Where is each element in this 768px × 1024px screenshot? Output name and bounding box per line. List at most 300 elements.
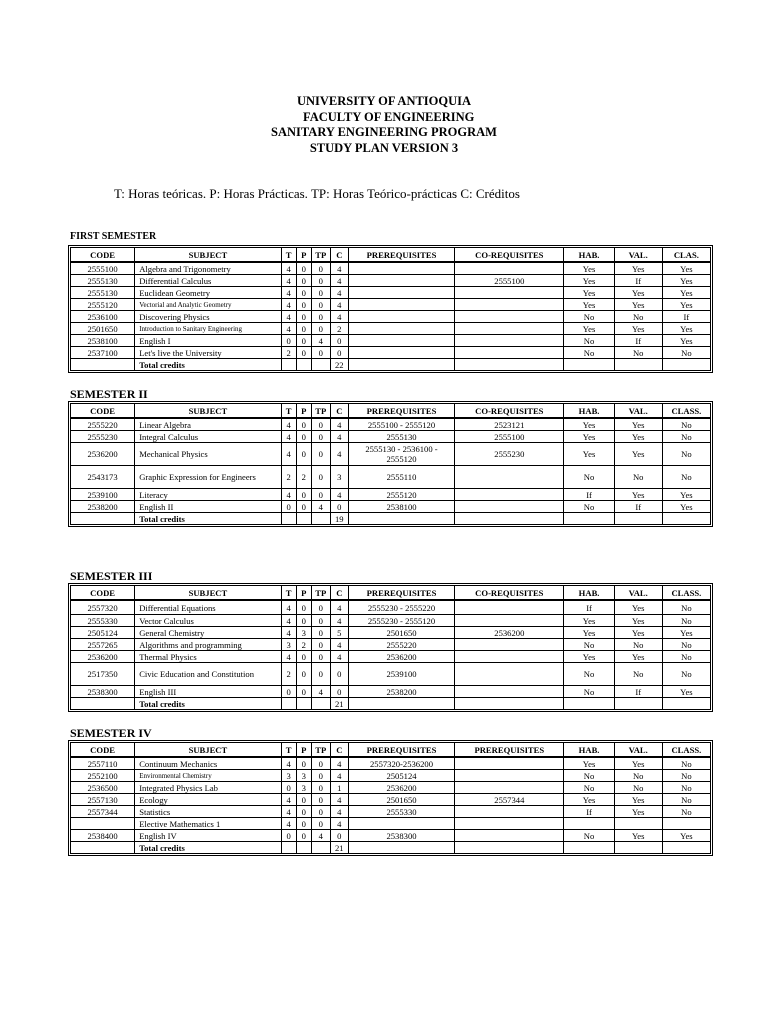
column-header-code: CODE — [71, 404, 135, 419]
table-row — [71, 335, 710, 347]
cell-subject: General Chemistry — [135, 627, 281, 639]
table-row — [71, 466, 710, 489]
cell-p: 0 — [297, 818, 312, 830]
cell-t: 4 — [282, 311, 297, 323]
cell-hab: Yes — [564, 323, 614, 335]
cell-t: 4 — [282, 627, 297, 639]
cell-subject: Vector Calculus — [135, 615, 281, 627]
cell-prerequisites: 2555220 — [349, 639, 455, 651]
cell-clas: No — [663, 601, 710, 615]
semester-title: SEMESTER II — [70, 387, 148, 401]
cell-c: 4 — [331, 287, 349, 299]
cell-val: Yes — [615, 489, 663, 501]
cell-prerequisites: 2538200 — [349, 686, 455, 698]
cell-clas: Yes — [663, 686, 710, 698]
cell-t: 4 — [282, 431, 297, 443]
cell-prerequisites: 2538300 — [349, 830, 455, 842]
cell-p: 0 — [297, 601, 312, 615]
cell-t: 4 — [282, 419, 297, 431]
empty-cell — [71, 513, 135, 524]
cell-corequisites — [455, 806, 564, 818]
cell-corequisites — [455, 782, 564, 794]
cell-c: 4 — [331, 758, 349, 770]
cell-clas: No — [663, 639, 710, 651]
empty-cell — [297, 842, 312, 853]
cell-tp: 0 — [312, 782, 331, 794]
empty-cell — [71, 359, 135, 370]
column-header-hab: HAB. — [564, 586, 614, 601]
cell-p: 0 — [297, 275, 312, 287]
cell-tp: 0 — [312, 347, 331, 359]
cell-subject: Elective Mathematics 1 — [135, 818, 281, 830]
cell-hab: No — [564, 466, 614, 489]
column-header-c: C — [331, 586, 349, 601]
cell-val: Yes — [615, 287, 663, 299]
cell-code: 2555120 — [71, 299, 135, 311]
cell-code: 2557320 — [71, 601, 135, 615]
cell-subject: Discovering Physics — [135, 311, 281, 323]
cell-t: 4 — [282, 275, 297, 287]
cell-clas: No — [663, 615, 710, 627]
cell-subject: English II — [135, 501, 281, 513]
faculty-name: FACULTY OF ENGINEERING — [293, 109, 475, 124]
column-header-c: C — [331, 248, 349, 263]
cell-hab: Yes — [564, 275, 614, 287]
column-header-tp: TP — [312, 248, 331, 263]
semester-table — [70, 585, 711, 710]
cell-c: 4 — [331, 770, 349, 782]
cell-tp: 0 — [312, 663, 331, 686]
cell-clas: No — [663, 806, 710, 818]
cell-t: 4 — [282, 615, 297, 627]
cell-code: 2538200 — [71, 501, 135, 513]
cell-code: 2501650 — [71, 323, 135, 335]
cell-clas: No — [663, 443, 710, 466]
cell-clas — [663, 818, 710, 830]
cell-hab: Yes — [564, 263, 614, 275]
total-row — [71, 359, 710, 370]
cell-subject: Integral Calculus — [135, 431, 281, 443]
table-row — [71, 639, 710, 651]
cell-t: 4 — [282, 287, 297, 299]
cell-c: 2 — [331, 323, 349, 335]
cell-prerequisites: 2557320-2536200 — [349, 758, 455, 770]
cell-corequisites — [455, 287, 564, 299]
cell-p: 0 — [297, 794, 312, 806]
cell-val: Yes — [615, 263, 663, 275]
cell-val: If — [615, 335, 663, 347]
table-row — [71, 263, 710, 275]
total-credits-value: 19 — [331, 513, 349, 524]
empty-cell — [663, 513, 710, 524]
cell-prerequisites — [349, 335, 455, 347]
empty-cell — [282, 359, 297, 370]
cell-tp: 0 — [312, 806, 331, 818]
total-credits-label: Total credits — [135, 698, 281, 709]
cell-prerequisites: 2505124 — [349, 770, 455, 782]
table-row — [71, 794, 710, 806]
cell-val: If — [615, 275, 663, 287]
empty-cell — [564, 698, 614, 709]
column-header-corequisites: CO-REQUISITES — [455, 404, 564, 419]
empty-cell — [615, 842, 663, 853]
cell-tp: 0 — [312, 489, 331, 501]
cell-subject: English IV — [135, 830, 281, 842]
cell-hab: If — [564, 806, 614, 818]
cell-hab: No — [564, 663, 614, 686]
cell-clas: Yes — [663, 501, 710, 513]
cell-val: Yes — [615, 758, 663, 770]
column-header-code: CODE — [71, 586, 135, 601]
cell-clas: No — [663, 794, 710, 806]
cell-c: 4 — [331, 489, 349, 501]
column-header-t: T — [282, 404, 297, 419]
column-header-t: T — [282, 586, 297, 601]
cell-c: 5 — [331, 627, 349, 639]
cell-tp: 0 — [312, 466, 331, 489]
cell-corequisites — [455, 686, 564, 698]
cell-val: Yes — [615, 419, 663, 431]
cell-tp: 0 — [312, 263, 331, 275]
cell-clas: No — [663, 347, 710, 359]
column-header-subject: SUBJECT — [135, 586, 281, 601]
cell-p: 0 — [297, 323, 312, 335]
cell-c: 4 — [331, 794, 349, 806]
column-header-code: CODE — [71, 743, 135, 758]
university-name: UNIVERSITY OF ANTIOQUIA — [296, 94, 472, 108]
cell-p: 0 — [297, 299, 312, 311]
cell-c: 4 — [331, 615, 349, 627]
cell-code: 2536200 — [71, 651, 135, 663]
cell-corequisites — [455, 663, 564, 686]
cell-code: 2557130 — [71, 794, 135, 806]
empty-cell — [564, 513, 614, 524]
cell-t: 4 — [282, 299, 297, 311]
cell-c: 0 — [331, 686, 349, 698]
table-header-row — [71, 248, 710, 263]
column-header-c: C — [331, 404, 349, 419]
table-row — [71, 299, 710, 311]
table-row — [71, 806, 710, 818]
cell-c: 0 — [331, 335, 349, 347]
cell-c: 0 — [331, 663, 349, 686]
cell-corequisites — [455, 335, 564, 347]
cell-t: 2 — [282, 466, 297, 489]
table-row — [71, 782, 710, 794]
cell-val: Yes — [615, 323, 663, 335]
cell-code: 2539100 — [71, 489, 135, 501]
cell-subject: Introduction to Sanitary Engineering — [135, 323, 281, 335]
cell-code: 2555100 — [71, 263, 135, 275]
cell-subject: Literacy — [135, 489, 281, 501]
column-header-val: VAL. — [615, 586, 663, 601]
column-header-corequisites: PREREQUISITES — [455, 743, 564, 758]
cell-code: 2536500 — [71, 782, 135, 794]
cell-prerequisites — [349, 347, 455, 359]
cell-corequisites — [455, 501, 564, 513]
empty-cell — [455, 359, 564, 370]
cell-prerequisites — [349, 287, 455, 299]
cell-code: 2557110 — [71, 758, 135, 770]
cell-p: 0 — [297, 686, 312, 698]
column-header-t: T — [282, 743, 297, 758]
cell-val: No — [615, 466, 663, 489]
cell-hab: If — [564, 601, 614, 615]
document-title — [0, 94, 768, 156]
cell-corequisites: 2555100 — [455, 431, 564, 443]
table-row — [71, 419, 710, 431]
cell-c: 0 — [331, 347, 349, 359]
total-credits-value: 21 — [331, 698, 349, 709]
cell-p: 0 — [297, 263, 312, 275]
cell-hab: Yes — [564, 431, 614, 443]
empty-cell — [615, 513, 663, 524]
cell-tp: 4 — [312, 686, 331, 698]
column-header-val: VAL. — [615, 248, 663, 263]
cell-subject: Ecology — [135, 794, 281, 806]
cell-c: 4 — [331, 299, 349, 311]
empty-cell — [297, 359, 312, 370]
cell-prerequisites: 2555100 - 2555120 — [349, 419, 455, 431]
column-header-prerequisites: PREREQUISITES — [349, 248, 455, 263]
semester-title: FIRST SEMESTER — [70, 231, 157, 242]
empty-cell — [455, 842, 564, 853]
cell-tp: 0 — [312, 651, 331, 663]
cell-code: 2517350 — [71, 663, 135, 686]
cell-code: 2505124 — [71, 627, 135, 639]
cell-subject: Environmental Chemistry — [135, 770, 281, 782]
semester-title: SEMESTER III — [70, 569, 153, 583]
cell-clas: Yes — [663, 627, 710, 639]
cell-prerequisites: 2555130 — [349, 431, 455, 443]
cell-p: 3 — [297, 627, 312, 639]
cell-tp: 0 — [312, 419, 331, 431]
cell-t: 4 — [282, 651, 297, 663]
table-row — [71, 601, 710, 615]
cell-code: 2538100 — [71, 335, 135, 347]
cell-p: 3 — [297, 782, 312, 794]
column-header-p: P — [297, 248, 312, 263]
cell-val: Yes — [615, 601, 663, 615]
table-row — [71, 770, 710, 782]
cell-t: 3 — [282, 770, 297, 782]
cell-tp: 0 — [312, 443, 331, 466]
cell-corequisites — [455, 639, 564, 651]
cell-prerequisites — [349, 323, 455, 335]
empty-cell — [615, 698, 663, 709]
cell-clas: No — [663, 782, 710, 794]
cell-p: 2 — [297, 466, 312, 489]
cell-hab: No — [564, 830, 614, 842]
cell-val: Yes — [615, 794, 663, 806]
cell-c: 1 — [331, 782, 349, 794]
cell-val: Yes — [615, 443, 663, 466]
cell-hab — [564, 818, 614, 830]
cell-subject: English I — [135, 335, 281, 347]
cell-subject: Differential Equations — [135, 601, 281, 615]
cell-hab: No — [564, 335, 614, 347]
cell-hab: Yes — [564, 758, 614, 770]
cell-t: 0 — [282, 830, 297, 842]
cell-code: 2555220 — [71, 419, 135, 431]
cell-c: 4 — [331, 806, 349, 818]
total-credits-label: Total credits — [135, 842, 281, 853]
cell-subject: Algebra and Trigonometry — [135, 263, 281, 275]
cell-t: 4 — [282, 601, 297, 615]
cell-val: Yes — [615, 830, 663, 842]
cell-c: 4 — [331, 419, 349, 431]
cell-code: 2555130 — [71, 275, 135, 287]
cell-corequisites — [455, 830, 564, 842]
cell-val: If — [615, 686, 663, 698]
cell-clas: No — [663, 466, 710, 489]
table-row — [71, 323, 710, 335]
empty-cell — [349, 513, 455, 524]
column-header-tp: TP — [312, 743, 331, 758]
cell-clas: No — [663, 431, 710, 443]
cell-prerequisites — [349, 299, 455, 311]
cell-p: 0 — [297, 335, 312, 347]
empty-cell — [312, 359, 331, 370]
cell-t: 4 — [282, 794, 297, 806]
cell-tp: 4 — [312, 501, 331, 513]
cell-tp: 0 — [312, 794, 331, 806]
cell-prerequisites: 2536200 — [349, 651, 455, 663]
empty-cell — [663, 842, 710, 853]
empty-cell — [312, 698, 331, 709]
cell-tp: 0 — [312, 615, 331, 627]
empty-cell — [663, 698, 710, 709]
cell-c: 4 — [331, 818, 349, 830]
empty-cell — [312, 842, 331, 853]
cell-hab: No — [564, 501, 614, 513]
cell-prerequisites: 2539100 — [349, 663, 455, 686]
cell-tp: 0 — [312, 639, 331, 651]
cell-corequisites — [455, 601, 564, 615]
cell-p: 0 — [297, 651, 312, 663]
cell-p: 0 — [297, 443, 312, 466]
cell-c: 4 — [331, 431, 349, 443]
table-header-row — [71, 586, 710, 601]
cell-clas: Yes — [663, 263, 710, 275]
cell-c: 4 — [331, 651, 349, 663]
cell-corequisites: 2536200 — [455, 627, 564, 639]
cell-clas: No — [663, 663, 710, 686]
cell-hab: Yes — [564, 299, 614, 311]
cell-subject: English III — [135, 686, 281, 698]
column-header-subject: SUBJECT — [135, 404, 281, 419]
empty-cell — [455, 513, 564, 524]
cell-clas: Yes — [663, 323, 710, 335]
table-row — [71, 443, 710, 466]
column-header-subject: SUBJECT — [135, 743, 281, 758]
cell-p: 0 — [297, 806, 312, 818]
cell-t: 4 — [282, 806, 297, 818]
table-row — [71, 651, 710, 663]
cell-val: If — [615, 501, 663, 513]
cell-hab: No — [564, 782, 614, 794]
cell-corequisites — [455, 758, 564, 770]
cell-tp: 0 — [312, 311, 331, 323]
cell-hab: No — [564, 770, 614, 782]
cell-prerequisites: 2555120 — [349, 489, 455, 501]
cell-p: 0 — [297, 431, 312, 443]
empty-cell — [349, 359, 455, 370]
cell-tp: 0 — [312, 323, 331, 335]
column-header-clas: CLASS. — [663, 743, 710, 758]
cell-val: Yes — [615, 806, 663, 818]
cell-p: 0 — [297, 489, 312, 501]
cell-corequisites — [455, 311, 564, 323]
cell-p: 0 — [297, 663, 312, 686]
cell-c: 4 — [331, 275, 349, 287]
table-header-row — [71, 743, 710, 758]
column-header-tp: TP — [312, 404, 331, 419]
cell-clas: Yes — [663, 287, 710, 299]
total-credits-label: Total credits — [135, 359, 281, 370]
cell-c: 3 — [331, 466, 349, 489]
cell-code: 2557344 — [71, 806, 135, 818]
cell-val: No — [615, 311, 663, 323]
cell-val — [615, 818, 663, 830]
cell-subject: Statistics — [135, 806, 281, 818]
cell-corequisites — [455, 770, 564, 782]
semester-table — [70, 247, 711, 371]
cell-corequisites: 2523121 — [455, 419, 564, 431]
cell-tp: 0 — [312, 627, 331, 639]
column-header-p: P — [297, 404, 312, 419]
cell-code: 2543173 — [71, 466, 135, 489]
cell-t: 4 — [282, 443, 297, 466]
cell-prerequisites — [349, 275, 455, 287]
cell-corequisites — [455, 263, 564, 275]
cell-c: 0 — [331, 501, 349, 513]
cell-c: 4 — [331, 601, 349, 615]
cell-corequisites — [455, 489, 564, 501]
cell-c: 4 — [331, 639, 349, 651]
cell-hab: Yes — [564, 443, 614, 466]
column-header-hab: HAB. — [564, 404, 614, 419]
cell-t: 4 — [282, 489, 297, 501]
cell-corequisites — [455, 651, 564, 663]
cell-p: 0 — [297, 287, 312, 299]
column-header-corequisites: CO-REQUISITES — [455, 586, 564, 601]
cell-clas: No — [663, 770, 710, 782]
cell-t: 2 — [282, 663, 297, 686]
empty-cell — [455, 698, 564, 709]
cell-val: Yes — [615, 431, 663, 443]
cell-t: 0 — [282, 782, 297, 794]
cell-t: 3 — [282, 639, 297, 651]
cell-t: 2 — [282, 347, 297, 359]
cell-p: 0 — [297, 615, 312, 627]
cell-val: Yes — [615, 627, 663, 639]
empty-cell — [349, 842, 455, 853]
cell-hab: Yes — [564, 419, 614, 431]
column-header-p: P — [297, 743, 312, 758]
cell-subject: Mechanical Physics — [135, 443, 281, 466]
table-row — [71, 686, 710, 698]
total-row — [71, 842, 710, 853]
cell-val: Yes — [615, 299, 663, 311]
empty-cell — [71, 698, 135, 709]
cell-p: 0 — [297, 347, 312, 359]
cell-corequisites — [455, 347, 564, 359]
cell-corequisites: 2555230 — [455, 443, 564, 466]
column-header-p: P — [297, 586, 312, 601]
table-row — [71, 275, 710, 287]
cell-val: No — [615, 782, 663, 794]
